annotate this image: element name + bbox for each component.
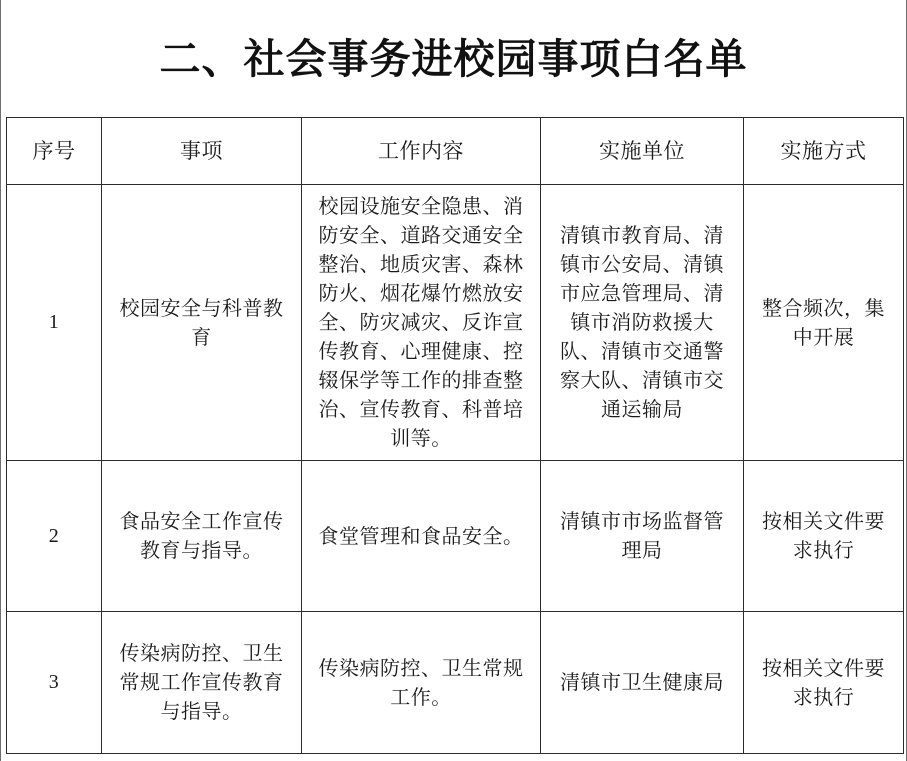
table-header-row bbox=[7, 118, 904, 185]
cell-serial-number: 1 bbox=[7, 185, 102, 461]
cell-implementation-method: 按相关文件要求执行 bbox=[744, 461, 904, 612]
cell-work-content: 传染病防控、卫生常规工作。 bbox=[302, 612, 541, 754]
table-row bbox=[7, 185, 904, 461]
header-item: 事项 bbox=[102, 118, 302, 185]
page-title: 二、社会事务进校园事项白名单 bbox=[159, 35, 748, 83]
cell-implementing-unit: 清镇市市场监督管理局 bbox=[541, 461, 744, 612]
cell-item: 校园安全与科普教育 bbox=[102, 185, 302, 461]
cell-serial-number: 2 bbox=[7, 461, 102, 612]
header-implementing-unit: 实施单位 bbox=[541, 118, 744, 185]
header-implementation-method: 实施方式 bbox=[744, 118, 904, 185]
cell-item: 食品安全工作宣传教育与指导。 bbox=[102, 461, 302, 612]
cell-implementation-method: 按相关文件要求执行 bbox=[744, 612, 904, 754]
cell-implementation-method: 整合频次，集中开展 bbox=[744, 185, 904, 461]
header-serial-number: 序号 bbox=[7, 118, 102, 185]
table-row bbox=[7, 461, 904, 612]
table-row bbox=[7, 612, 904, 754]
cell-work-content: 校园设施安全隐患、消防安全、道路交通安全整治、地质灾害、森林防火、烟花爆竹燃放安全、防灾减灾、反诈宣传教育、心理健康、控辍保学等工作的排查整治、宣传教育、科普培训等。 bbox=[302, 185, 541, 461]
cell-work-content: 食堂管理和食品安全。 bbox=[302, 461, 541, 612]
header-work-content: 工作内容 bbox=[302, 118, 541, 185]
cell-implementing-unit: 清镇市卫生健康局 bbox=[541, 612, 744, 754]
cell-serial-number: 3 bbox=[7, 612, 102, 754]
whitelist-table bbox=[6, 117, 904, 754]
cell-implementing-unit: 清镇市教育局、清镇市公安局、清镇市应急管理局、清镇市消防救援大队、清镇市交通警察大队、清镇市交通运输局 bbox=[541, 185, 744, 461]
cell-item: 传染病防控、卫生常规工作宣传教育与指导。 bbox=[102, 612, 302, 754]
